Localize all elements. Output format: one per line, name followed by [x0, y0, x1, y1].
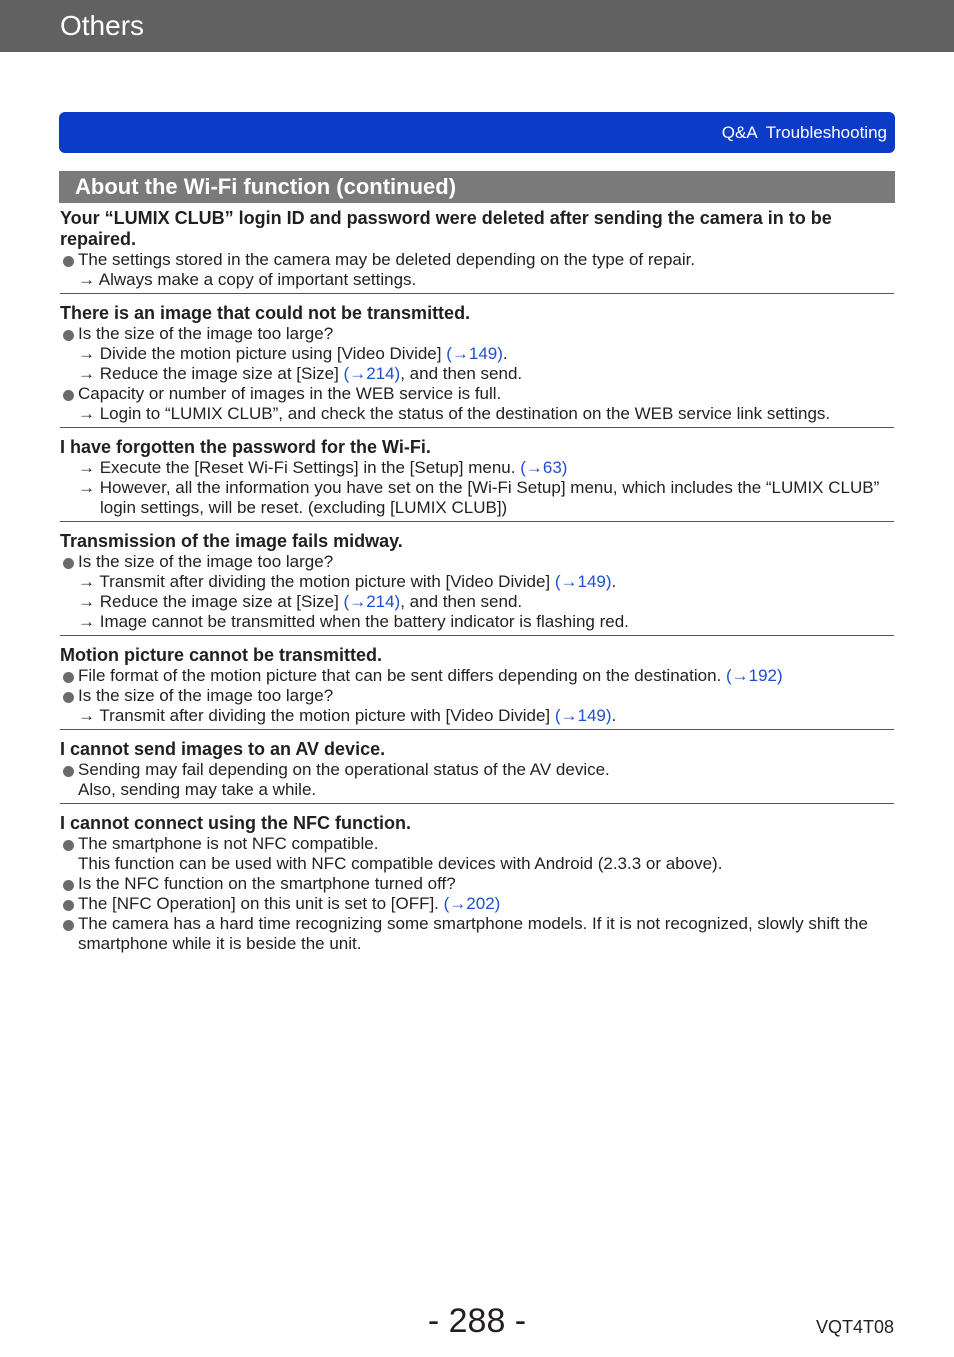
qa-list: [60, 208, 894, 966]
page-reference-link[interactable]: (→149): [554, 706, 612, 725]
section-title: About the Wi-Fi function (continued): [75, 174, 457, 199]
page-reference-link[interactable]: (→149): [446, 344, 503, 363]
bullet-item: [60, 894, 894, 914]
bullet-item: [60, 686, 894, 706]
top-bar: [0, 0, 954, 52]
item-text: The camera has a hard time recognizing some smartphone models. If it is not recognized, slowly shift the smartphone while it is beside the unit.: [78, 914, 868, 953]
page-reference-link[interactable]: (→214): [343, 364, 401, 383]
item-text: This function can be used with NFC compatible devices with Android (2.3.3 or above).: [78, 854, 723, 873]
item-text-suffix: , and then send.: [400, 364, 523, 383]
continuation-line: [60, 854, 894, 874]
item-text: Sending may fail depending on the operational status of the AV device.: [78, 760, 610, 779]
bullet-item: [60, 760, 894, 780]
qa-block: [60, 645, 894, 730]
bullet-dot-icon: [63, 390, 74, 401]
arrow-item: [60, 344, 894, 364]
arrow-item: [60, 364, 894, 384]
bullet-item: [60, 384, 894, 404]
bullet-item: [60, 874, 894, 894]
question-heading: There is an image that could not be transmitted.: [60, 303, 471, 323]
arrow-item: [60, 706, 894, 726]
question-heading: Your “LUMIX CLUB” login ID and password were deleted after sending the camera in to be repaired.: [60, 208, 832, 249]
item-text: Is the size of the image too large?: [78, 686, 334, 705]
bullet-dot-icon: [63, 330, 74, 341]
item-text: File format of the motion picture that can be sent differs depending on the destination.: [78, 666, 726, 685]
qa-block: [60, 208, 894, 294]
breadcrumb-bar: [59, 112, 895, 153]
arrow-item: [60, 612, 894, 632]
qa-block: [60, 437, 894, 522]
breadcrumb-troubleshooting[interactable]: Troubleshooting: [765, 123, 887, 142]
item-text: → Image cannot be transmitted when the battery indicator is flashing red.: [78, 612, 629, 631]
item-text: → Login to “LUMIX CLUB”, and check the status of the destination on the WEB service link settings.: [78, 404, 831, 423]
item-text: Is the size of the image too large?: [78, 324, 334, 343]
item-text-suffix: , and then send.: [400, 592, 523, 611]
bullet-item: [60, 666, 894, 686]
item-text: → Execute the [Reset Wi-Fi Settings] in the [Setup] menu.: [78, 458, 521, 477]
page-reference-link[interactable]: (→202): [443, 894, 501, 913]
item-text: Also, sending may take a while.: [78, 780, 317, 799]
item-text: The smartphone is not NFC compatible.: [78, 834, 379, 853]
item-text: → However, all the information you have set on the [Wi-Fi Setup] menu, which includes the “LUMIX CLUB” login settings, will be reset. (excluding [LUMIX CLUB]): [78, 478, 880, 517]
item-text-suffix: .: [502, 344, 508, 363]
question-heading: Transmission of the image fails midway.: [60, 531, 403, 551]
item-text: → Divide the motion picture using [Video Divide]: [78, 344, 447, 363]
arrow-item: [60, 478, 894, 518]
page-reference-link[interactable]: (→149): [554, 572, 612, 591]
qa-block: [60, 531, 894, 636]
item-text: Is the size of the image too large?: [78, 552, 334, 571]
bullet-dot-icon: [63, 840, 74, 851]
bullet-item: [60, 552, 894, 572]
bullet-dot-icon: [63, 256, 74, 267]
question-heading: I cannot send images to an AV device.: [60, 739, 386, 759]
item-text: Is the NFC function on the smartphone turned off?: [78, 874, 456, 893]
bullet-item: [60, 914, 894, 954]
section-header: [59, 171, 895, 203]
page-reference-link[interactable]: (→192): [725, 666, 783, 685]
item-text: → Always make a copy of important settings.: [78, 270, 417, 289]
question-heading: I have forgotten the password for the Wi-Fi.: [60, 437, 431, 457]
bullet-dot-icon: [63, 920, 74, 931]
item-text: → Reduce the image size at [Size]: [78, 592, 344, 611]
bullet-dot-icon: [63, 880, 74, 891]
bullet-dot-icon: [63, 692, 74, 703]
breadcrumb: [722, 124, 887, 141]
continuation-line: [60, 780, 894, 800]
item-text-suffix: .: [611, 572, 617, 591]
bullet-dot-icon: [63, 558, 74, 569]
item-text: The [NFC Operation] on this unit is set to [OFF].: [78, 894, 444, 913]
breadcrumb-qa[interactable]: Q&A: [721, 123, 758, 142]
arrow-item: [60, 270, 894, 290]
item-text-suffix: .: [611, 706, 617, 725]
arrow-item: [60, 404, 894, 424]
question-heading: I cannot connect using the NFC function.: [60, 813, 411, 833]
chapter-title: Others: [60, 10, 145, 41]
qa-block: [60, 813, 894, 957]
page-reference-link[interactable]: (→63): [520, 458, 568, 477]
bullet-item: [60, 324, 894, 344]
bullet-dot-icon: [63, 672, 74, 683]
arrow-item: [60, 572, 894, 592]
item-text: → Transmit after dividing the motion picture with [Video Divide]: [78, 572, 555, 591]
item-text: → Reduce the image size at [Size]: [78, 364, 344, 383]
bullet-dot-icon: [63, 766, 74, 777]
qa-block: [60, 303, 894, 428]
item-text: → Transmit after dividing the motion picture with [Video Divide]: [78, 706, 555, 725]
bullet-item: [60, 250, 894, 270]
arrow-item: [60, 592, 894, 612]
page-number: - 288 -: [427, 1302, 527, 1340]
question-heading: Motion picture cannot be transmitted.: [60, 645, 383, 665]
page-reference-link[interactable]: (→214): [343, 592, 401, 611]
arrow-item: [60, 458, 894, 478]
document-code: VQT4T08: [815, 1317, 894, 1337]
qa-block: [60, 739, 894, 804]
bullet-dot-icon: [63, 900, 74, 911]
item-text: The settings stored in the camera may be deleted depending on the type of repair.: [78, 250, 696, 269]
bullet-item: [60, 834, 894, 854]
item-text: Capacity or number of images in the WEB service is full.: [78, 384, 502, 403]
